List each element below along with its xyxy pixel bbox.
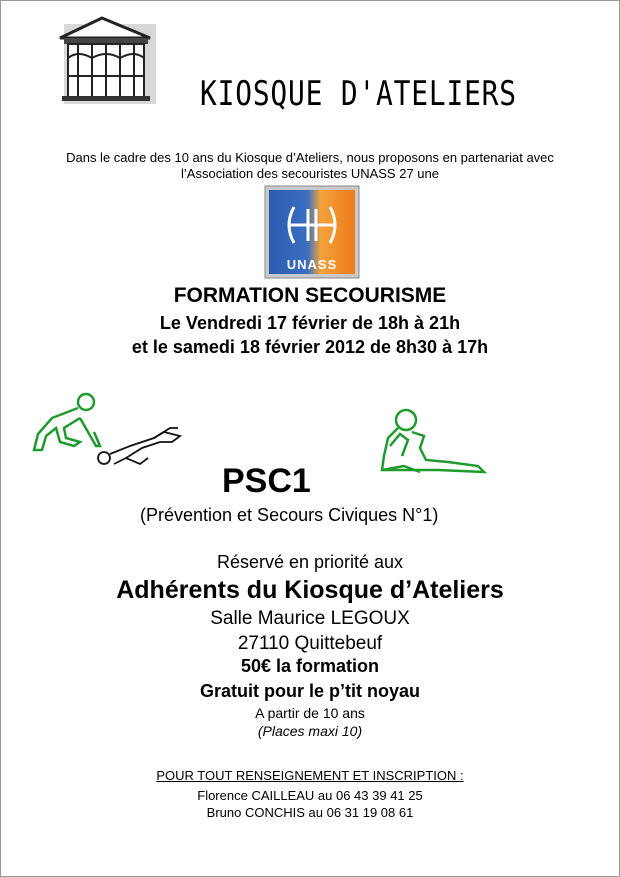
intro-line-1: Dans le cadre des 10 ans du Kiosque d’Ateliers, nous proposons en partenariat avec — [66, 150, 554, 165]
course-name: PSC1 — [222, 462, 311, 500]
lying-person-illustration — [378, 406, 490, 476]
kiosk-logo-icon — [56, 14, 156, 104]
venue-text: Salle Maurice LEGOUX — [210, 608, 410, 629]
logo-title: KIOSQUE D'ATELIERS — [200, 74, 517, 114]
intro-line-2: l’Association des secouristes UNASS 27 une — [181, 166, 439, 181]
first-aid-rescue-illustration — [30, 388, 185, 473]
contact-title: POUR TOUT RENSEIGNEMENT ET INSCRIPTION : — [156, 768, 464, 783]
age-text: A partir de 10 ans — [255, 705, 365, 721]
course-description: (Prévention et Secours Civiques N°1) — [140, 505, 439, 525]
contact-line-2: Bruno CONCHIS au 06 31 19 08 61 — [206, 805, 414, 820]
price-text: 50€ la formation — [240, 656, 380, 676]
unass-logo-text: UNASS — [286, 257, 338, 272]
contact-line-1: Florence CAILLEAU au 06 43 39 41 25 — [197, 788, 423, 803]
city-text: 27110 Quittebeuf — [237, 633, 383, 654]
event-date-2: et le samedi 18 février 2012 de 8h30 à 17h — [131, 337, 489, 357]
audience-text: Adhérents du Kiosque d’Ateliers — [116, 576, 504, 604]
unass-logo — [264, 185, 360, 279]
reserved-text: Réservé en priorité aux — [216, 552, 404, 572]
free-text: Gratuit pour le p’tit noyau — [200, 681, 420, 701]
event-date-1: Le Vendredi 17 février de 18h à 21h — [159, 313, 461, 333]
places-text: (Places maxi 10) — [257, 723, 363, 739]
event-title: FORMATION SECOURISME — [173, 284, 447, 307]
